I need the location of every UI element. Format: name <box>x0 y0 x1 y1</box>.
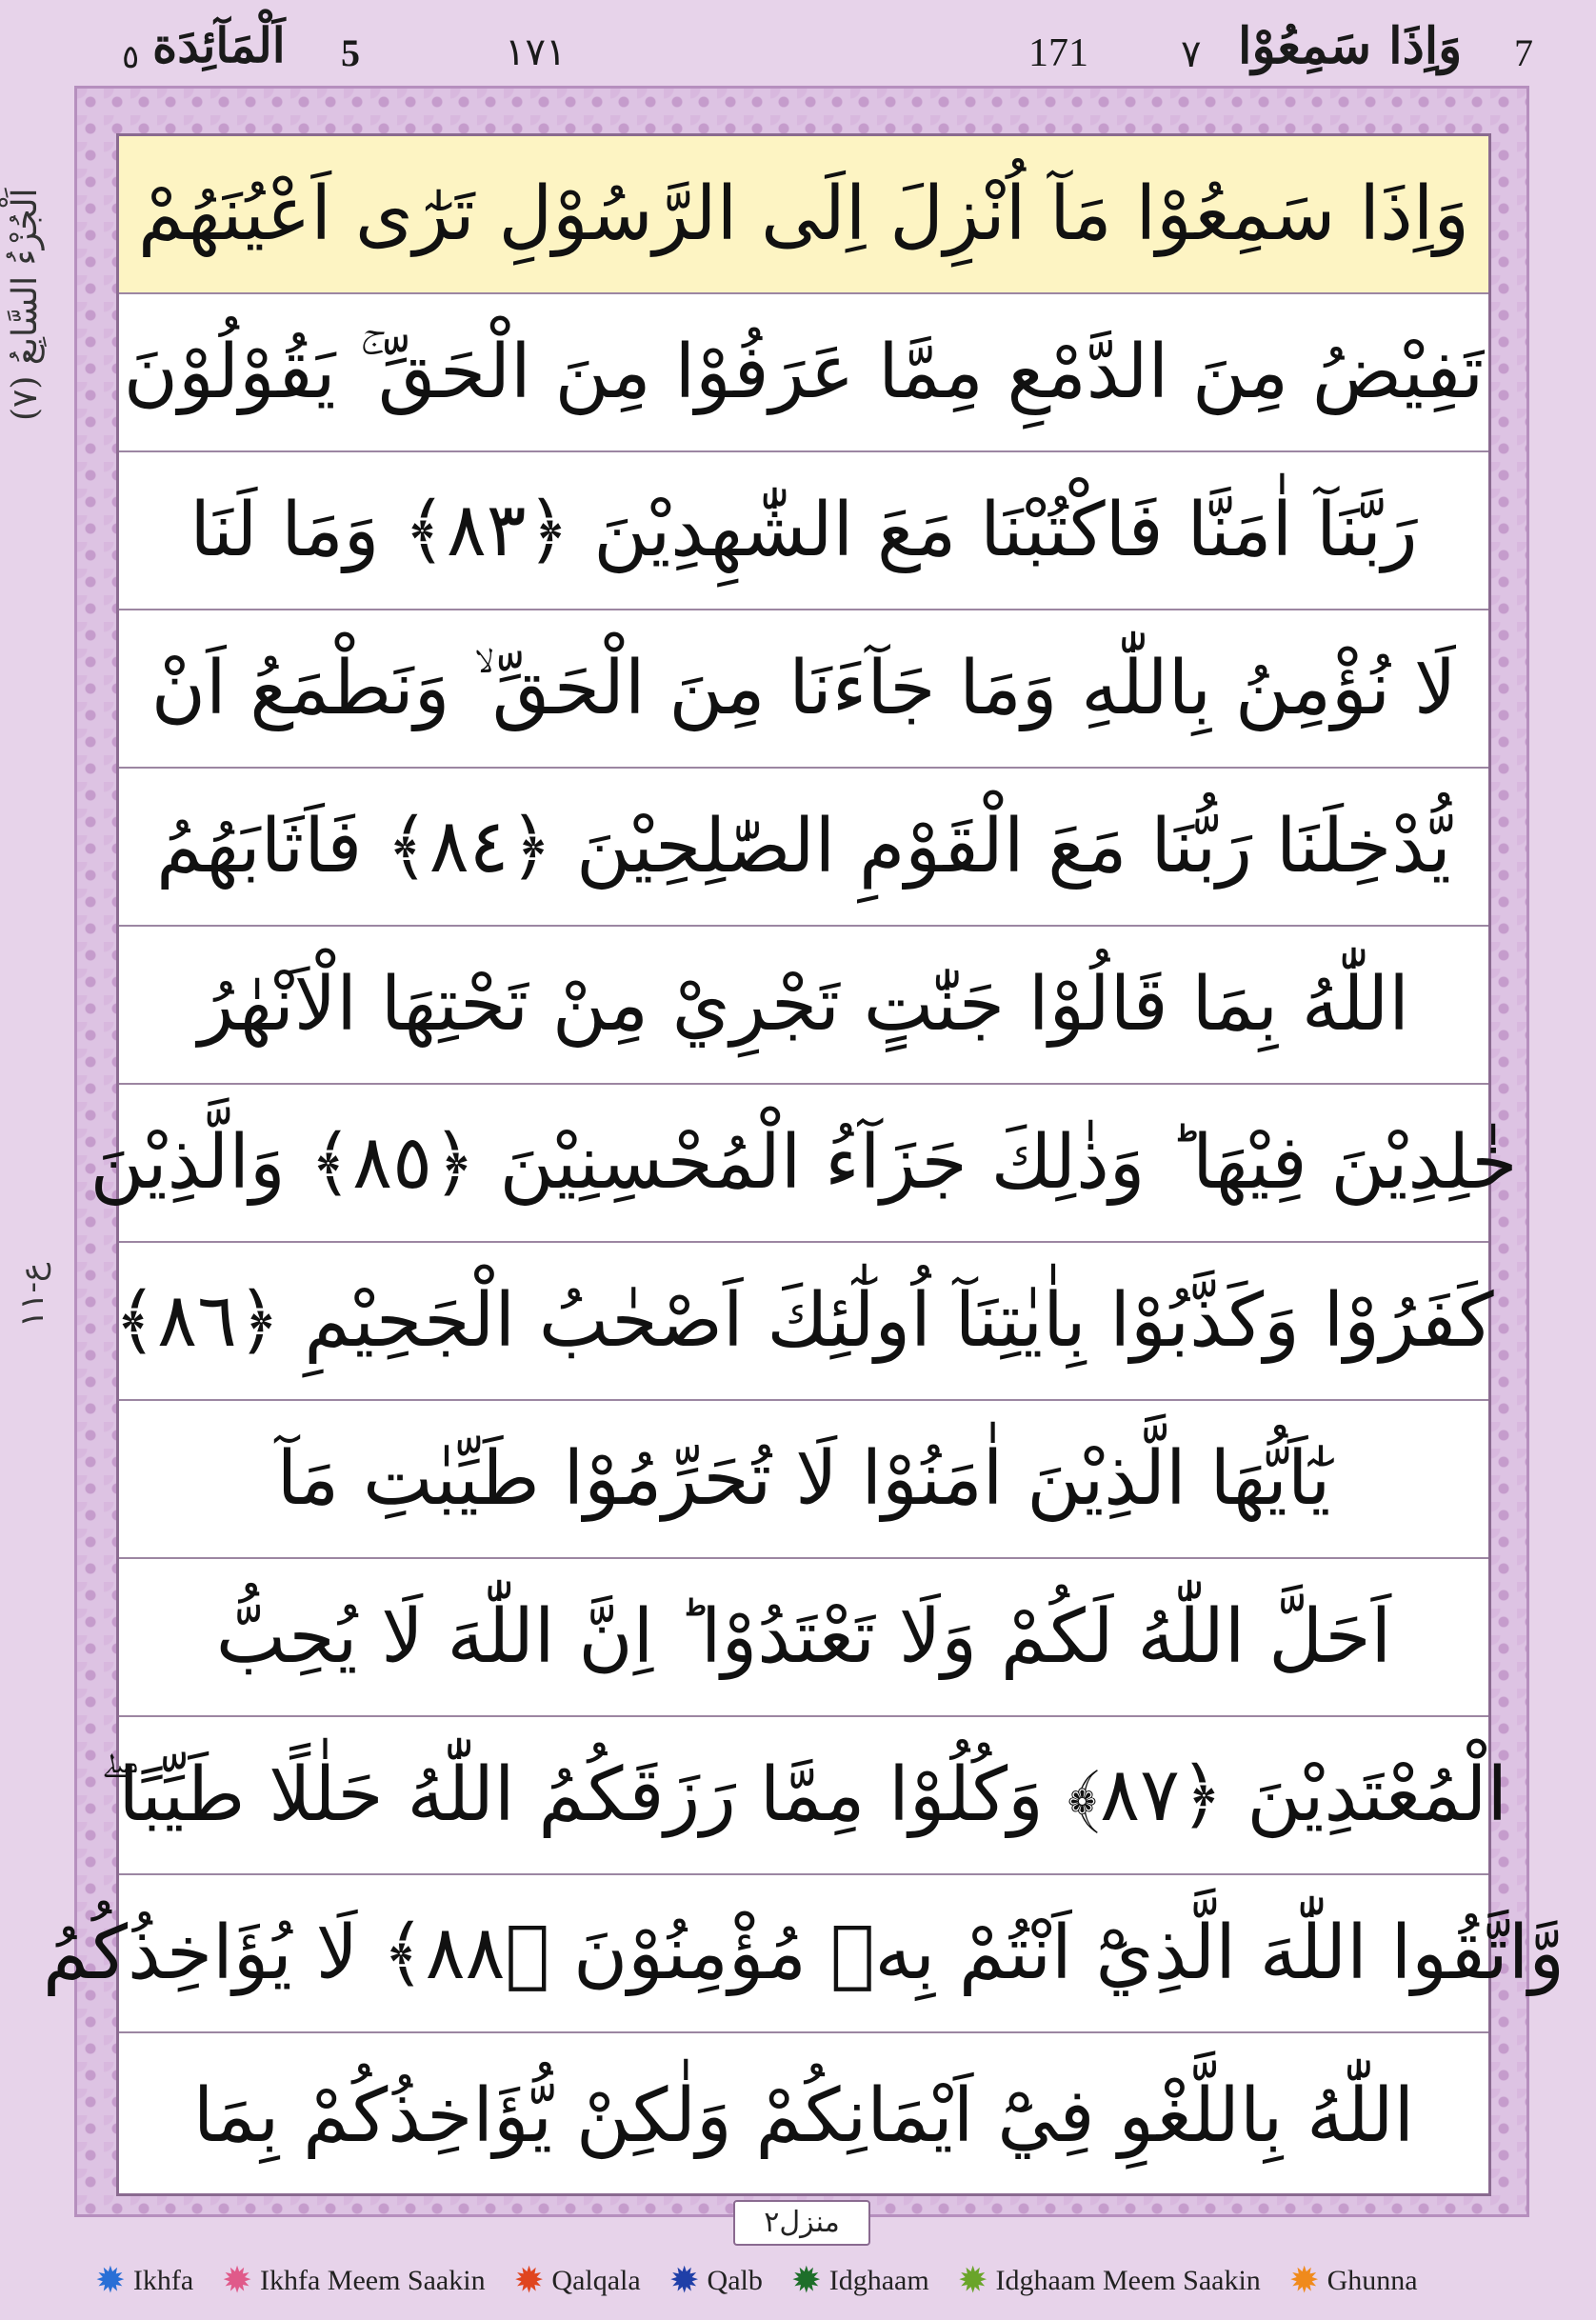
juz-label: اَلْجُزْءُ السَّابِعُ (٧) <box>6 188 45 422</box>
qalb-star-icon: ✹ <box>668 2261 700 2301</box>
tajweed-legend <box>95 2257 1524 2305</box>
para-number: 7 <box>1514 31 1533 74</box>
page-number: 171 <box>1028 31 1088 75</box>
verse-line-4: لَا نُؤْمِنُ بِاللّٰهِ وَمَا جَآءَنَا مِنَ الْحَقِّ ۙ وَنَطْمَعُ اَنْ <box>119 610 1488 769</box>
legend-ikhfa: ✹ Ikhfa <box>95 2261 194 2301</box>
idghaam-meem-star-icon: ✹ <box>957 2261 988 2301</box>
page-header <box>0 17 1596 93</box>
verse-line-2: تَفِيْضُ مِنَ الدَّمْعِ مِمَّا عَرَفُوْا مِنَ الْحَقِّ ۚ يَقُوْلُوْنَ <box>119 294 1488 452</box>
para-number-arabic: ٧ <box>1181 32 1202 76</box>
verse-line-1: وَاِذَا سَمِعُوْا مَآ اُنْزِلَ اِلَى الرَّسُوْلِ تَرٰٓى اَعْيُنَهُمْ <box>119 136 1488 294</box>
legend-ikhfa-meem-saakin: ✹ Ikhfa Meem Saakin <box>222 2261 486 2301</box>
ikhfa-star-icon: ✹ <box>95 2261 126 2301</box>
surah-number-arabic: ٥ <box>122 38 140 76</box>
verse-line-6: اللّٰهُ بِمَا قَالُوْا جَنّٰتٍ تَجْرِيْ مِنْ تَحْتِهَا الْاَنْهٰرُ <box>119 927 1488 1085</box>
verse-line-13: اللّٰهُ بِاللَّغْوِ فِيْٓ اَيْمَانِكُمْ وَلٰكِنْ يُّؤَاخِذُكُمْ بِمَا <box>192 2073 1415 2159</box>
manzil-tag: منزل٢ <box>733 2200 870 2246</box>
ghunna-star-icon: ✹ <box>1288 2261 1320 2301</box>
idghaam-star-icon: ✹ <box>790 2261 822 2301</box>
verse-line-9: يٰٓاَيُّهَا الَّذِيْنَ اٰمَنُوْا لَا تُحَرِّمُوْا طَيِّبٰتِ مَآ <box>119 1401 1488 1559</box>
verse-text-box <box>42 133 1566 2196</box>
legend-qalqala: ✹ Qalqala <box>513 2261 641 2301</box>
verse-line-11: الْمُعْتَدِيْنَ ﴿٨٧﴾ وَكُلُوْا مِمَّا رَزَقَكُمُ اللّٰهُ حَلٰلًا طَيِّبًا ۖ <box>119 1717 1488 1875</box>
ruku-marker: ع-١١ <box>13 1262 51 1329</box>
page-number-arabic: ١٧١ <box>505 30 567 74</box>
qalqala-star-icon: ✹ <box>513 2261 545 2301</box>
verse-line-5: يُّدْخِلَنَا رَبُّنَا مَعَ الْقَوْمِ الصّٰلِحِيْنَ ﴿٨٤﴾ فَاَثَابَهُمُ <box>119 769 1488 927</box>
legend-idghaam-meem-saakin: ✹ Idghaam Meem Saakin <box>957 2261 1261 2301</box>
legend-idghaam: ✹ Idghaam <box>790 2261 929 2301</box>
surah-number: 5 <box>341 31 360 74</box>
surah-name: اَلْمَآئِدَة <box>152 17 286 73</box>
legend-ghunna: ✹ Ghunna <box>1288 2261 1418 2301</box>
verse-line-10: اَحَلَّ اللّٰهُ لَكُمْ وَلَا تَعْتَدُوْا ؕ اِنَّ اللّٰهَ لَا يُحِبُّ <box>119 1559 1488 1717</box>
verse-line-7: خٰلِدِيْنَ فِيْهَا ؕ وَذٰلِكَ جَزَآءُ الْمُحْسِنِيْنَ ﴿٨٥﴾ وَالَّذِيْنَ <box>119 1085 1488 1243</box>
para-name: وَاِذَا سَمِعُوْا <box>1238 17 1463 75</box>
legend-qalb: ✹ Qalb <box>668 2261 763 2301</box>
verse-line-12: وَّاتَّقُوا اللّٰهَ الَّذِيْٓ اَنْتُمْ بِهٖ مُؤْمِنُوْنَ ﴿٨٨﴾ لَا يُؤَاخِذُكُمُ <box>119 1875 1488 2033</box>
verse-line-3: رَبَّنَآ اٰمَنَّا فَاكْتُبْنَا مَعَ الشّٰهِدِيْنَ ﴿٨٣﴾ وَمَا لَنَا <box>119 452 1488 610</box>
ikhfa-meem-star-icon: ✹ <box>222 2261 252 2301</box>
verse-line-8: كَفَرُوْا وَكَذَّبُوْا بِاٰيٰتِنَآ اُولٰٓئِكَ اَصْحٰبُ الْجَحِيْمِ ﴿٨٦﴾ <box>119 1243 1488 1401</box>
